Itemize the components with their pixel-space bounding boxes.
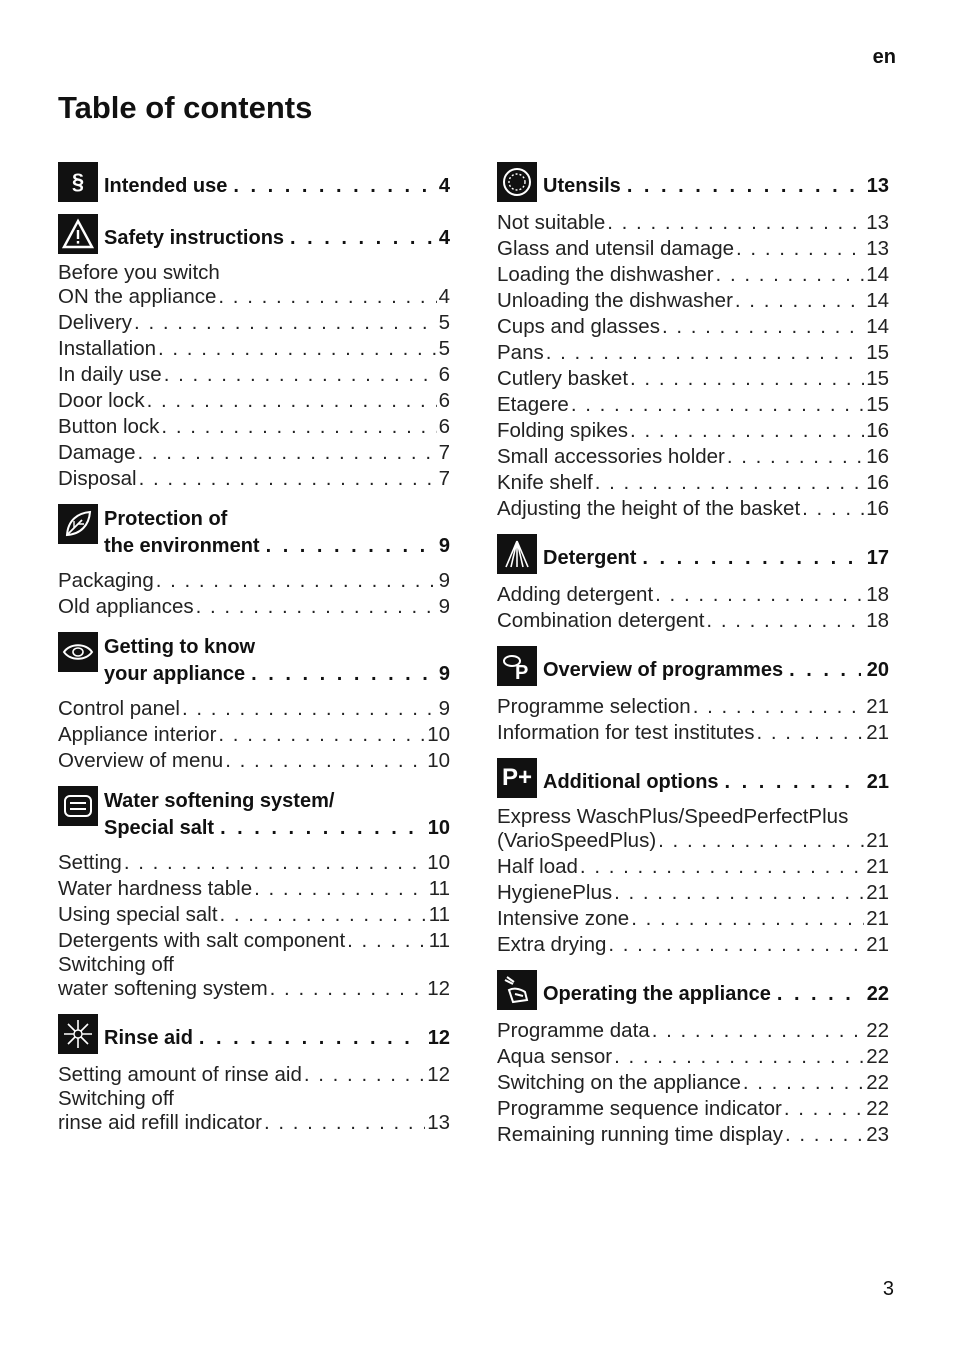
dot-leader xyxy=(164,362,437,388)
entry-page-number: 9 xyxy=(438,697,450,720)
section-title: the environment xyxy=(104,535,260,557)
entry-page-number: 21 xyxy=(866,695,889,718)
toc-entry[interactable] xyxy=(497,366,889,392)
entry-page-number: 15 xyxy=(866,393,889,416)
dot-leader xyxy=(802,496,864,522)
paragraph-hand-icon: § xyxy=(58,162,98,202)
entry-page-number: 16 xyxy=(866,445,889,468)
section-title: Protection of xyxy=(104,508,228,530)
svg-text:P: P xyxy=(515,662,529,682)
entry-page-number: 22 xyxy=(866,1071,889,1094)
toc-section xyxy=(58,502,450,620)
entry-title: In daily use xyxy=(58,363,162,386)
entry-title-line: Switching off xyxy=(58,1087,174,1110)
section-title: Detergent xyxy=(543,547,637,569)
toc-entry[interactable] xyxy=(58,466,450,492)
toc-entry[interactable] xyxy=(58,876,450,902)
entry-page-number: 21 xyxy=(866,933,889,956)
water-softening-icon xyxy=(58,786,98,826)
section-page-number: 10 xyxy=(427,817,450,839)
detergent-icon xyxy=(497,534,537,574)
toc-section xyxy=(58,630,450,774)
toc-entry[interactable] xyxy=(497,720,889,746)
warning-triangle-icon xyxy=(58,214,98,254)
entry-page-number: 16 xyxy=(866,497,889,520)
dot-leader xyxy=(571,392,864,418)
entry-title: Detergents with salt component xyxy=(58,929,346,952)
toc-left-column xyxy=(58,160,450,1146)
entry-title: ON the appliance xyxy=(58,285,217,308)
toc-entry[interactable] xyxy=(497,1018,889,1044)
entry-title: Not suitable xyxy=(497,211,606,234)
toc-entry[interactable] xyxy=(497,418,889,444)
toc-entry[interactable] xyxy=(58,310,450,336)
entry-title: Adding detergent xyxy=(497,583,654,606)
dot-leader xyxy=(789,657,861,684)
dot-leader xyxy=(736,236,864,262)
entry-title: Setting amount of rinse aid xyxy=(58,1063,302,1086)
entry-page-number: 6 xyxy=(438,363,450,386)
entry-title: Information for test institutes xyxy=(497,721,755,744)
toc-entry[interactable] xyxy=(497,340,889,366)
section-heading[interactable] xyxy=(58,212,450,254)
toc-entry[interactable] xyxy=(497,694,889,720)
toc-entry[interactable] xyxy=(497,1122,889,1148)
entry-title: Using special salt xyxy=(58,903,218,926)
toc-section xyxy=(497,644,889,746)
toc-entry[interactable] xyxy=(58,336,450,362)
entry-title: Damage xyxy=(58,441,136,464)
section-page-number: 20 xyxy=(866,659,889,681)
toc-entry[interactable] xyxy=(58,594,450,620)
entry-page-number: 22 xyxy=(866,1019,889,1042)
dot-leader xyxy=(784,1096,864,1122)
entry-title: Aqua sensor xyxy=(497,1045,613,1068)
section-heading[interactable] xyxy=(58,784,450,842)
toc-entry[interactable] xyxy=(497,288,889,314)
section-heading[interactable] xyxy=(58,502,450,560)
entry-page-number: 16 xyxy=(866,419,889,442)
toc-entry[interactable] xyxy=(58,568,450,594)
section-title: Special salt xyxy=(104,817,215,839)
toc-entry[interactable] xyxy=(58,850,450,876)
entry-page-number: 9 xyxy=(438,595,450,618)
dot-leader xyxy=(614,1044,864,1070)
section-page-number: 13 xyxy=(866,175,889,197)
dot-leader xyxy=(251,661,433,688)
entry-page-number: 11 xyxy=(428,877,450,900)
dot-leader xyxy=(727,444,864,470)
section-title: Water softening system/ xyxy=(104,790,335,812)
entry-title: Appliance interior xyxy=(58,723,217,746)
entry-title: Remaining running time display xyxy=(497,1123,784,1146)
dot-leader xyxy=(161,414,436,440)
section-title: Safety instructions xyxy=(104,227,285,249)
dot-leader xyxy=(608,932,864,958)
entry-title: Setting xyxy=(58,851,122,874)
section-heading[interactable] xyxy=(58,1012,450,1054)
section-title: Intended use xyxy=(104,175,228,197)
entry-page-number: 7 xyxy=(438,467,450,490)
entry-title: Door lock xyxy=(58,389,145,412)
toc-section xyxy=(58,784,450,1002)
p-plus-icon: P+ xyxy=(497,758,537,798)
entry-page-number: 6 xyxy=(438,389,450,412)
section-page-number: 12 xyxy=(427,1027,450,1049)
entry-page-number: 14 xyxy=(866,289,889,312)
entry-title: Old appliances xyxy=(58,595,194,618)
entry-title: Programme selection xyxy=(497,695,691,718)
section-heading[interactable] xyxy=(58,630,450,688)
entry-title: Switching on the appliance xyxy=(497,1071,741,1094)
section-heading[interactable] xyxy=(58,160,450,202)
entry-title: Glass and utensil damage xyxy=(497,237,735,260)
entry-page-number: 21 xyxy=(866,907,889,930)
dot-leader xyxy=(304,1062,425,1088)
dot-leader xyxy=(196,594,437,620)
entry-title: Programme data xyxy=(497,1019,650,1042)
entry-title: Water hardness table xyxy=(58,877,253,900)
dot-leader xyxy=(182,696,437,722)
dot-leader xyxy=(630,366,864,392)
entry-page-number: 21 xyxy=(866,721,889,744)
toc-entry[interactable] xyxy=(58,362,450,388)
entry-page-number: 10 xyxy=(427,723,450,746)
entry-title: Combination detergent xyxy=(497,609,705,632)
entry-page-number: 21 xyxy=(866,855,889,878)
section-title: Utensils xyxy=(543,175,621,197)
toc-entry[interactable] xyxy=(497,236,889,262)
toc-entry[interactable] xyxy=(497,854,889,880)
entry-title: Folding spikes xyxy=(497,419,629,442)
entry-page-number: 15 xyxy=(866,367,889,390)
dot-leader xyxy=(655,582,864,608)
dot-leader xyxy=(614,880,864,906)
toc-entry[interactable] xyxy=(497,496,889,522)
entry-page-number: 21 xyxy=(866,881,889,904)
section-title: Operating the appliance xyxy=(543,983,771,1005)
toc-entry[interactable] xyxy=(497,582,889,608)
entry-title: Control panel xyxy=(58,697,180,720)
dot-leader xyxy=(662,314,864,340)
toc-entry[interactable] xyxy=(58,262,450,310)
entry-title: Half load xyxy=(497,855,578,878)
dot-leader xyxy=(631,906,864,932)
dot-leader xyxy=(264,1110,425,1136)
entry-page-number: 6 xyxy=(438,415,450,438)
section-page-number: 22 xyxy=(866,983,889,1005)
dot-leader xyxy=(658,828,864,854)
entry-page-number: 11 xyxy=(428,929,450,952)
entry-title-line: Express WaschPlus/SpeedPerfectPlus xyxy=(497,805,849,828)
entry-page-number: 13 xyxy=(427,1111,450,1134)
dot-leader xyxy=(652,1018,865,1044)
toc-entry[interactable] xyxy=(58,440,450,466)
entry-page-number: 11 xyxy=(428,903,450,926)
section-page-number: 9 xyxy=(438,535,450,557)
entry-title-line: Switching off xyxy=(58,953,174,976)
toc-entry[interactable] xyxy=(497,392,889,418)
entry-page-number: 10 xyxy=(427,749,450,772)
entry-page-number: 21 xyxy=(866,829,889,852)
section-title: Getting to know xyxy=(104,636,256,658)
entry-title: Cups and glasses xyxy=(497,315,660,338)
toc-entry[interactable] xyxy=(58,902,450,928)
toc-entry[interactable] xyxy=(58,696,450,722)
entry-page-number: 12 xyxy=(427,977,450,1000)
dot-leader xyxy=(233,173,433,200)
entry-title: Delivery xyxy=(58,311,133,334)
dot-leader xyxy=(254,876,427,902)
toc-entry[interactable] xyxy=(58,928,450,954)
dot-leader xyxy=(199,1025,422,1052)
dot-leader xyxy=(220,902,427,928)
toc-entry[interactable] xyxy=(497,806,889,854)
leaf-icon xyxy=(58,504,98,544)
entry-page-number: 22 xyxy=(866,1045,889,1068)
toc-entry[interactable] xyxy=(58,954,450,1002)
section-heading[interactable] xyxy=(497,756,889,798)
entry-page-number: 12 xyxy=(427,1063,450,1086)
entry-title: Overview of menu xyxy=(58,749,224,772)
entry-page-number: 13 xyxy=(866,211,889,234)
toc-section xyxy=(497,756,889,958)
dot-leader xyxy=(546,340,864,366)
entry-page-number: 23 xyxy=(866,1123,889,1146)
entry-title: Small accessories holder xyxy=(497,445,725,468)
entry-page-number: 7 xyxy=(438,441,450,464)
entry-title: water softening system xyxy=(58,977,268,1000)
toc-entry[interactable] xyxy=(497,1044,889,1070)
dot-leader xyxy=(124,850,425,876)
toc-section xyxy=(497,532,889,634)
toc-entry[interactable] xyxy=(497,444,889,470)
toc-section xyxy=(497,160,889,522)
toc-entry[interactable] xyxy=(58,1062,450,1088)
entry-page-number: 9 xyxy=(438,569,450,592)
section-title: your appliance xyxy=(104,663,246,685)
entry-title: Button lock xyxy=(58,415,160,438)
dot-leader xyxy=(607,210,864,236)
dot-leader xyxy=(785,1122,864,1148)
entry-title: Etagere xyxy=(497,393,569,416)
dot-leader xyxy=(266,533,433,560)
dot-leader xyxy=(218,722,425,748)
entry-title: (VarioSpeedPlus) xyxy=(497,829,657,852)
entry-title-line: Before you switch xyxy=(58,261,220,284)
entry-page-number: 5 xyxy=(438,337,450,360)
entry-page-number: 13 xyxy=(866,237,889,260)
page-title: Table of contents xyxy=(58,90,313,125)
section-heading[interactable] xyxy=(497,532,889,574)
section-page-number: 4 xyxy=(438,227,450,249)
section-title: Additional options xyxy=(543,771,719,793)
dot-leader xyxy=(642,545,860,572)
dot-leader xyxy=(347,928,427,954)
entry-title: Packaging xyxy=(58,569,154,592)
entry-page-number: 15 xyxy=(866,341,889,364)
dot-leader xyxy=(218,284,436,310)
dot-leader xyxy=(220,815,422,842)
dot-leader xyxy=(290,225,433,252)
plate-icon xyxy=(497,162,537,202)
dot-leader xyxy=(270,976,426,1002)
rinse-aid-sparkle-icon xyxy=(58,1014,98,1054)
entry-page-number: 18 xyxy=(866,583,889,606)
section-heading[interactable] xyxy=(497,160,889,202)
toc-entry[interactable] xyxy=(58,748,450,774)
entry-page-number: 16 xyxy=(866,471,889,494)
entry-title: Loading the dishwasher xyxy=(497,263,714,286)
toc-section xyxy=(58,1012,450,1136)
toc-entry[interactable] xyxy=(497,906,889,932)
entry-title: Knife shelf xyxy=(497,471,593,494)
dot-leader xyxy=(595,470,864,496)
dot-leader xyxy=(156,568,437,594)
dot-leader xyxy=(225,748,425,774)
dot-leader xyxy=(777,981,861,1008)
toc-entry[interactable] xyxy=(497,470,889,496)
dot-leader xyxy=(735,288,864,314)
entry-page-number: 5 xyxy=(438,311,450,334)
eye-icon xyxy=(58,632,98,672)
toc-right-column xyxy=(497,160,889,1158)
programme-overview-icon xyxy=(497,646,537,686)
dot-leader xyxy=(139,466,437,492)
dot-leader xyxy=(134,310,437,336)
language-label: en xyxy=(872,46,896,68)
entry-title: Disposal xyxy=(58,467,137,490)
dot-leader xyxy=(138,440,437,466)
entry-title: Cutlery basket xyxy=(497,367,629,390)
dot-leader xyxy=(147,388,437,414)
page-number: 3 xyxy=(882,1278,894,1300)
section-title: Rinse aid xyxy=(104,1027,193,1049)
toc-entry[interactable] xyxy=(497,1070,889,1096)
entry-title: Installation xyxy=(58,337,157,360)
section-page-number: 4 xyxy=(438,175,450,197)
toc-entry[interactable] xyxy=(497,314,889,340)
section-page-number: 21 xyxy=(866,771,889,793)
dot-leader xyxy=(706,608,864,634)
entry-title: rinse aid refill indicator xyxy=(58,1111,262,1134)
entry-page-number: 14 xyxy=(866,315,889,338)
dot-leader xyxy=(693,694,864,720)
toc-entry[interactable] xyxy=(497,262,889,288)
entry-page-number: 18 xyxy=(866,609,889,632)
section-heading[interactable] xyxy=(497,644,889,686)
entry-page-number: 4 xyxy=(438,285,450,308)
entry-page-number: 14 xyxy=(866,263,889,286)
entry-page-number: 22 xyxy=(866,1097,889,1120)
toc-entry[interactable] xyxy=(497,210,889,236)
toc-section xyxy=(497,968,889,1148)
section-page-number: 9 xyxy=(438,663,450,685)
dot-leader xyxy=(743,1070,864,1096)
entry-page-number: 10 xyxy=(427,851,450,874)
toc-entry[interactable] xyxy=(58,1088,450,1136)
entry-title: HygienePlus xyxy=(497,881,613,904)
entry-title: Intensive zone xyxy=(497,907,630,930)
dot-leader xyxy=(158,336,437,362)
toc-entry[interactable] xyxy=(58,722,450,748)
section-page-number: 17 xyxy=(866,547,889,569)
toc-entry[interactable] xyxy=(58,414,450,440)
dot-leader xyxy=(757,720,865,746)
operating-hand-icon xyxy=(497,970,537,1010)
dot-leader xyxy=(630,418,864,444)
dot-leader xyxy=(580,854,864,880)
entry-title: Extra drying xyxy=(497,933,607,956)
toc-entry[interactable] xyxy=(497,932,889,958)
dot-leader xyxy=(627,173,861,200)
toc-entry[interactable] xyxy=(497,608,889,634)
dot-leader xyxy=(725,769,861,796)
section-heading[interactable] xyxy=(497,968,889,1010)
toc-section xyxy=(58,212,450,492)
entry-title: Programme sequence indicator xyxy=(497,1097,782,1120)
entry-title: Adjusting the height of the basket xyxy=(497,497,801,520)
toc-entry[interactable] xyxy=(58,388,450,414)
section-title: Overview of programmes xyxy=(543,659,784,681)
toc-entry[interactable] xyxy=(497,880,889,906)
toc-entry[interactable] xyxy=(497,1096,889,1122)
entry-title: Pans xyxy=(497,341,544,364)
entry-title: Unloading the dishwasher xyxy=(497,289,733,312)
toc-section xyxy=(58,160,450,202)
dot-leader xyxy=(716,262,865,288)
